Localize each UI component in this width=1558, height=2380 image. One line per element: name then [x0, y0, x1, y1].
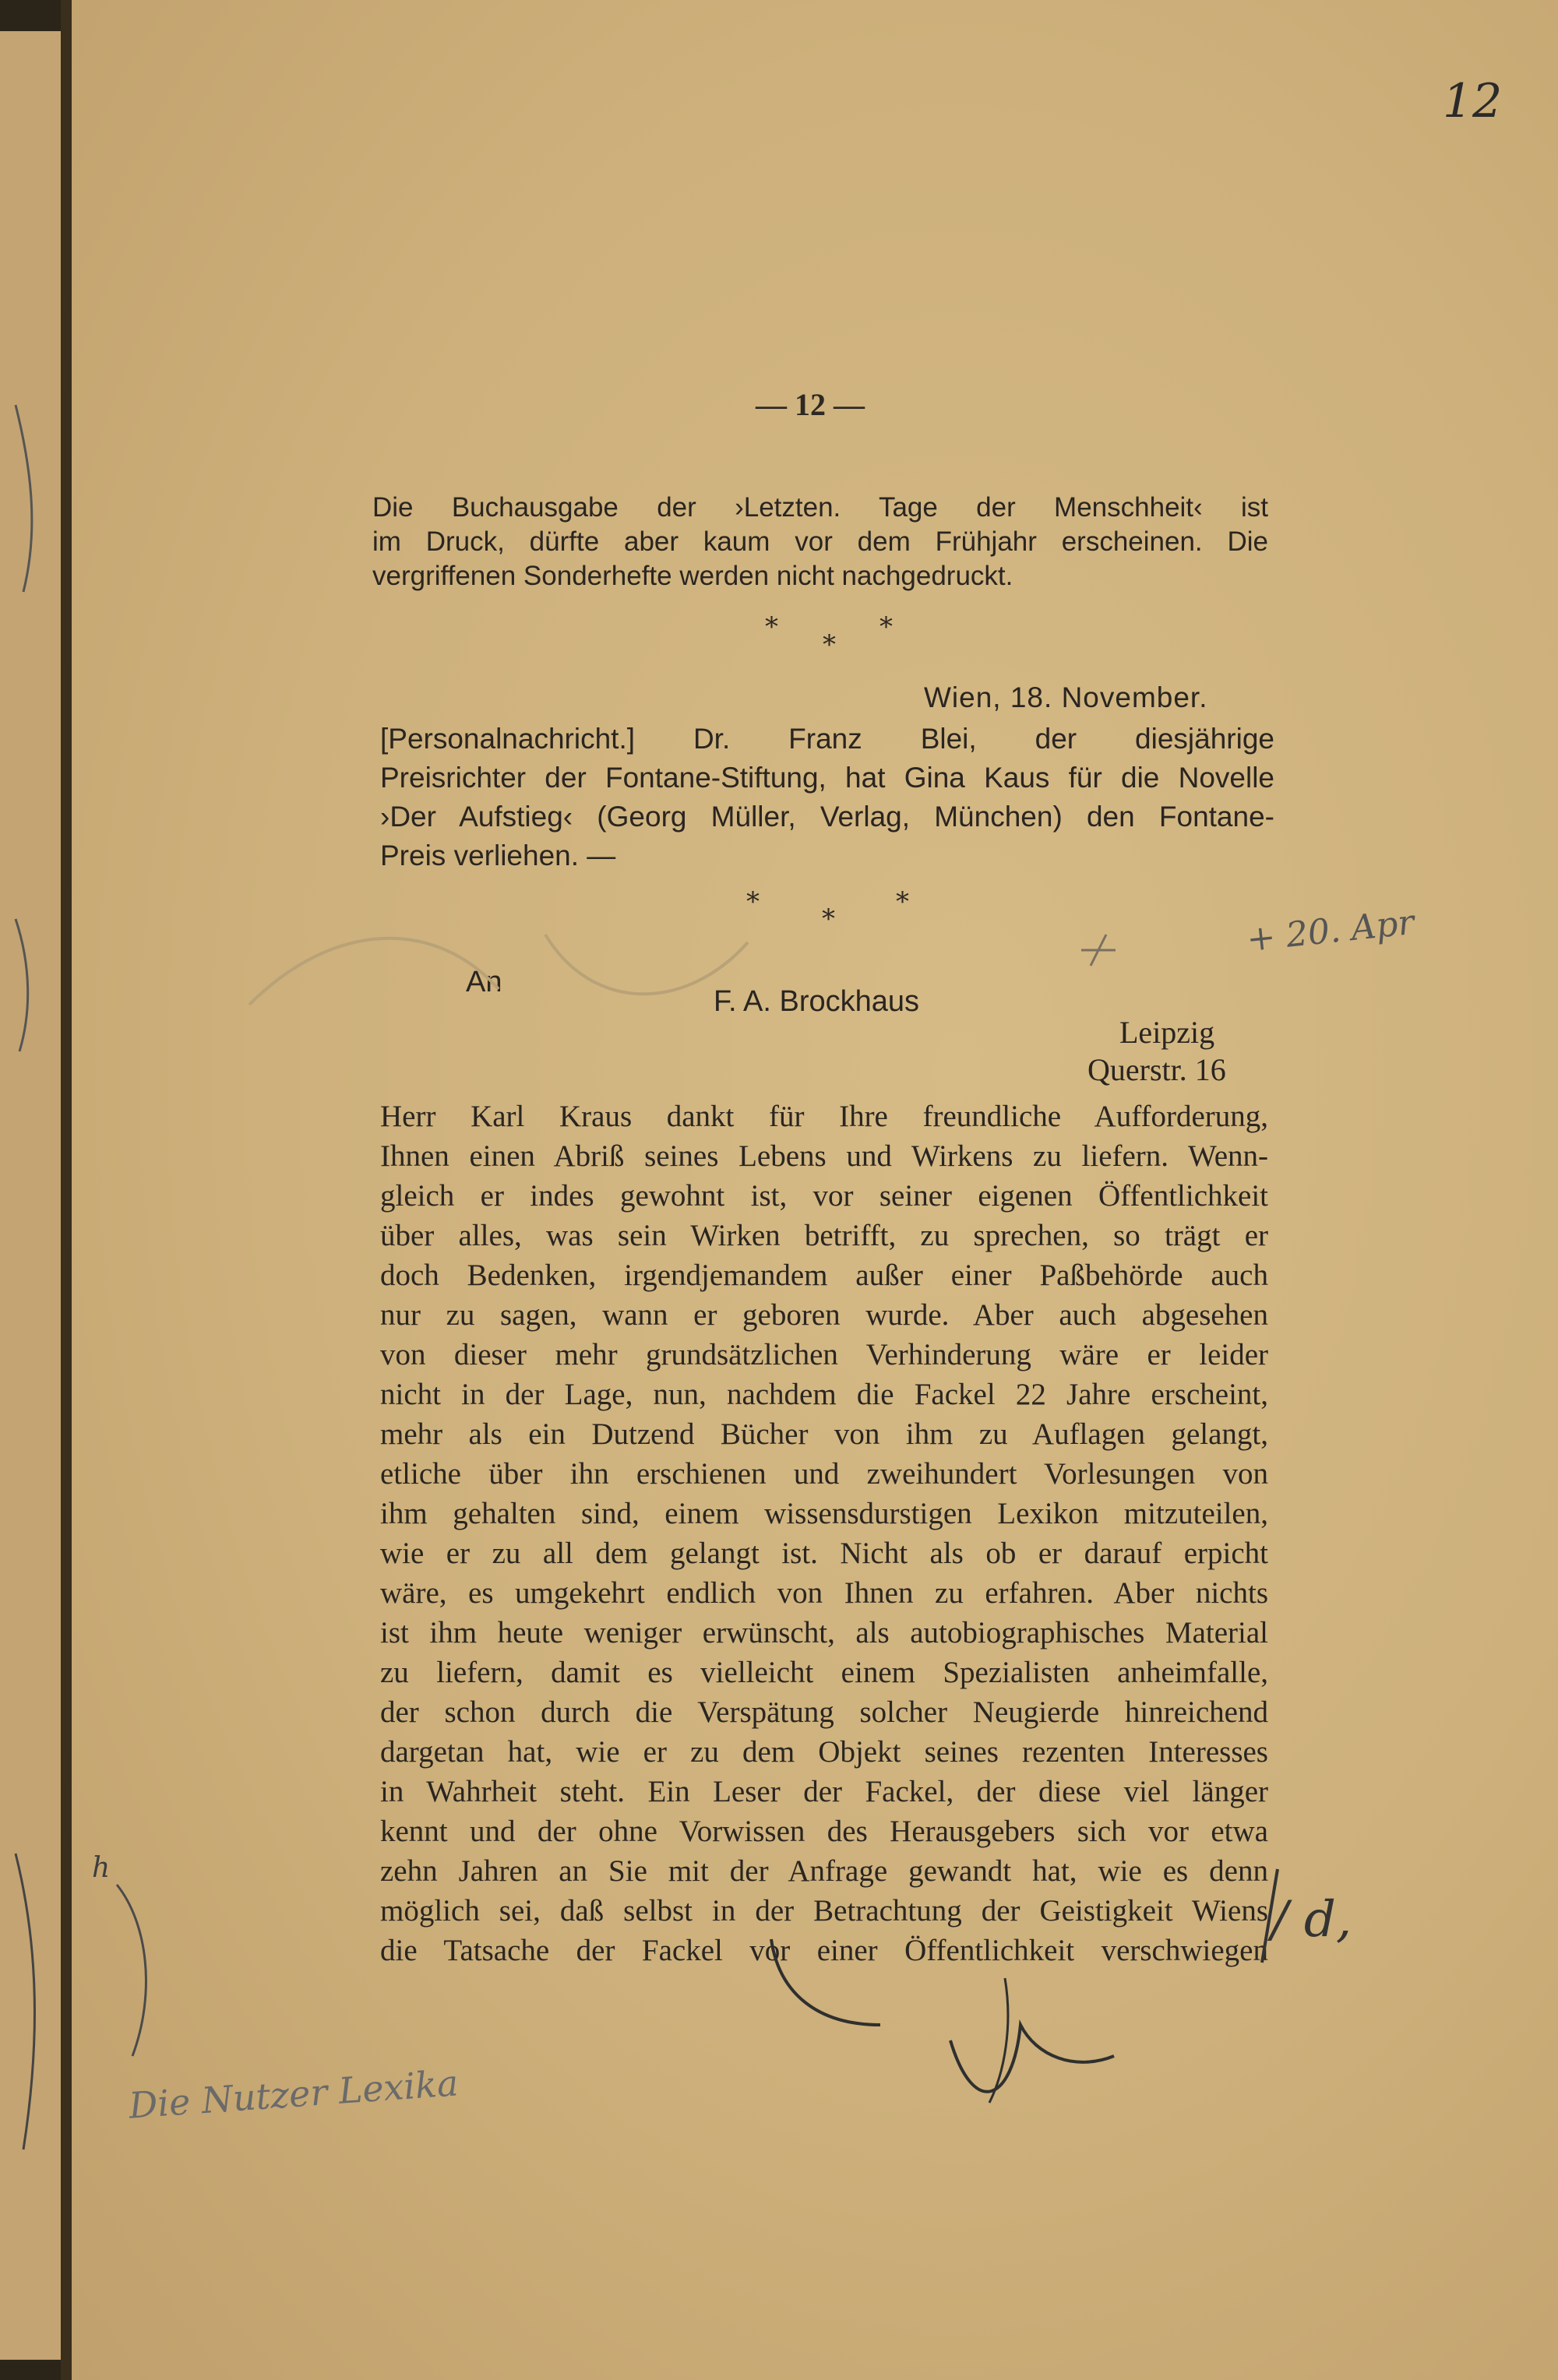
separator-star: * [765, 611, 778, 643]
printed-page-number: — 12 — [756, 387, 865, 422]
letter-line: kennt und der ohne Vorwissen des Herausgebers sich vor etwa [380, 1815, 1268, 1848]
pencil-bracket [117, 1885, 146, 2056]
paragraph-line: Preisrichter der Fontane-Stiftung, hat Gina Kaus für die Novelle [380, 762, 1274, 794]
separator-star: * [823, 629, 836, 660]
handwritten-margin-mark: h [92, 1852, 111, 1884]
letter-line: gleich er indes gewohnt ist, vor seiner eigenen Öffentlichkeit [380, 1179, 1268, 1213]
paragraph-line: Die Buchausgabe der ›Letzten. Tage der Menschheit‹ ist [372, 492, 1268, 523]
letter-line: dargetan hat, wie er zu dem Objekt seines rezenten Interesses [380, 1735, 1268, 1769]
pencil-margin-stroke [16, 1854, 34, 2149]
separator-star: * [822, 903, 835, 935]
pencil-signature-stroke [989, 1978, 1008, 2103]
pencil-hook [771, 1939, 880, 2025]
handwritten-margin-note: Die Nutzer Lexika [127, 2061, 460, 2127]
handwritten-folio-number: 12 [1443, 74, 1503, 129]
letter-line: doch Bedenken, irgendjemandem außer einer Paßbehörde auch [380, 1259, 1268, 1292]
separator-star: * [879, 611, 893, 643]
letter-line: zehn Jahren an Sie mit der Anfrage gewandt hat, wie es denn [380, 1854, 1268, 1888]
faint-pencil-stroke [545, 935, 748, 994]
paragraph-line: Preis verliehen. — [380, 840, 616, 871]
address-city: Leipzig [1119, 1015, 1215, 1050]
letter-line: Ihnen einen Abriß seines Lebens und Wirkens zu liefern. Wenn- [380, 1139, 1268, 1173]
letter-line: mehr als ein Dutzend Bücher von ihm zu Auflagen gelangt, [380, 1417, 1268, 1451]
pencil-plus-mark [1081, 935, 1116, 966]
letter-line: die Tatsache der Fackel vor einer Öffentlichkeit verschwiegen [380, 1934, 1268, 1967]
letter-line: von dieser mehr grundsätzlichen Verhinderung wäre er leider [380, 1338, 1268, 1371]
faint-pencil-stroke [249, 938, 499, 1005]
handwritten-margin-note: + 20. Apr [1244, 902, 1416, 960]
pencil-slash [1262, 1869, 1278, 1963]
letter-line: nicht in der Lage, nun, nachdem die Fackel 22 Jahre erscheint, [380, 1378, 1268, 1411]
letter-line: nur zu sagen, wann er geboren wurde. Aber auch abgesehen [380, 1298, 1268, 1332]
address-street: Querstr. 16 [1087, 1052, 1226, 1087]
separator-star: * [746, 886, 760, 917]
pencil-signature-stroke [950, 2025, 1114, 2092]
letter-line: Herr Karl Kraus dankt für Ihre freundliche Aufforderung, [380, 1100, 1268, 1133]
paragraph-line: im Druck, dürfte aber kaum vor dem Frühjahr erscheinen. Die [372, 526, 1268, 557]
paragraph-line: ›Der Aufstieg‹ (Georg Müller, Verlag, München) den Fontane- [380, 801, 1274, 833]
letter-line: wie er zu all dem gelangt ist. Nicht als ob er darauf erpicht [380, 1537, 1268, 1570]
letter-line: etliche über ihn erschienen und zweihundert Vorlesungen von [380, 1457, 1268, 1491]
letter-line: möglich sei, daß selbst in der Betrachtung der Geistigkeit Wiens [380, 1894, 1268, 1928]
separator-star: * [896, 886, 909, 917]
address-an: An [466, 966, 502, 998]
pencil-margin-stroke [16, 919, 28, 1051]
address-firm: F. A. Brockhaus [714, 985, 920, 1018]
dateline: Wien, 18. November. [924, 681, 1208, 713]
letter-line: über alles, was sein Wirken betrifft, zu sprechen, so trägt er [380, 1219, 1268, 1252]
pencil-margin-stroke [16, 405, 32, 592]
letter-line: der schon durch die Verspätung solcher Neugierde hinreichend [380, 1695, 1268, 1729]
handwritten-end-mark: / d, [1271, 1891, 1352, 1949]
letter-line: ihm gehalten sind, einem wissensdurstigen Lexikon mitzuteilen, [380, 1497, 1268, 1530]
letter-line: wäre, es umgekehrt endlich von Ihnen zu erfahren. Aber nichts [380, 1576, 1268, 1610]
letter-line: zu liefern, damit es vielleicht einem Spezialisten anheimfalle, [380, 1656, 1268, 1689]
letter-line: in Wahrheit steht. Ein Leser der Fackel, der diese viel länger [380, 1775, 1268, 1808]
paragraph-line: [Personalnachricht.] Dr. Franz Blei, der diesjährige [380, 723, 1274, 755]
letter-line: ist ihm heute weniger erwünscht, als autobiographisches Material [380, 1616, 1268, 1649]
paragraph-line: vergriffenen Sonderhefte werden nicht nachgedruckt. [372, 561, 1013, 591]
